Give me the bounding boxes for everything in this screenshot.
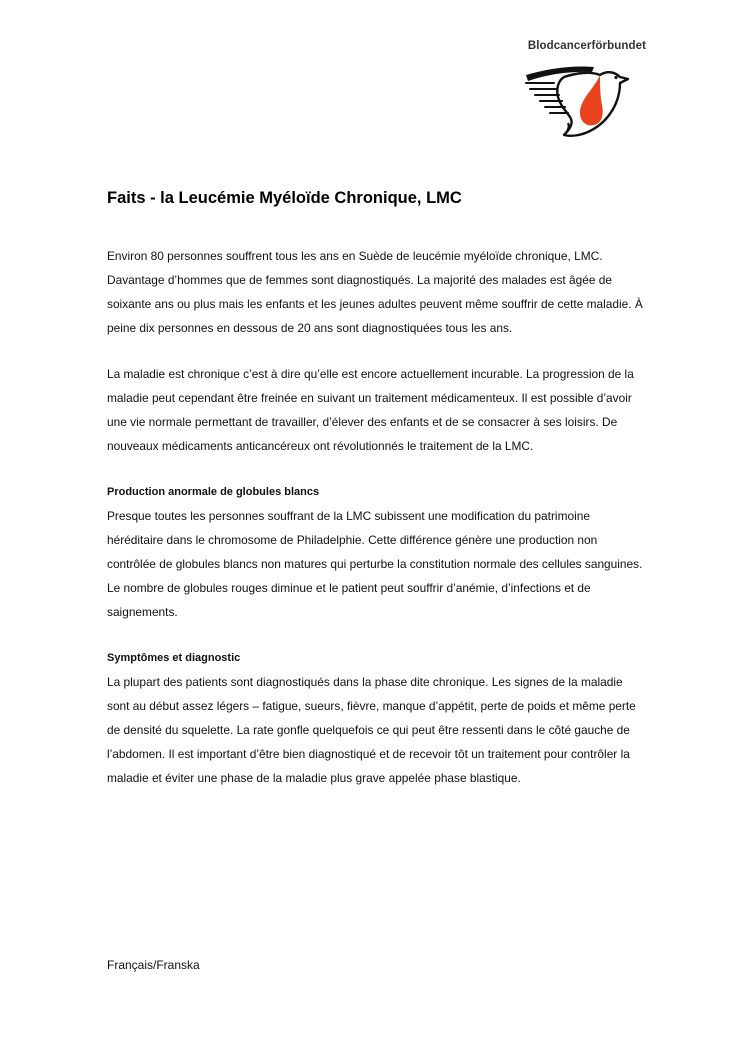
brand-header [470, 40, 646, 52]
section-text-production: Presque toutes les personnes souffrant de la LMC subissent une modification du patrimoine héréditaire dans le chromosome de Philadelphie. Cette différence génère une production non contrôlée de globules blancs non matures qui perturbe la constitution normale des cellules sanguines. Le nombre de globules rouges diminue et le patient peut souffrir d’anémie, d’infections et de saignements. [107, 509, 643, 619]
section-heading-symptoms: Symptômes et diagnostic [107, 652, 241, 664]
language-footer: Français/Franska [107, 958, 200, 972]
section-heading-production: Production anormale de globules blancs [107, 486, 320, 498]
document-body [107, 244, 647, 790]
section-text-symptoms: La plupart des patients sont diagnostiqués dans la phase dite chronique. Les signes de la maladie sont au début assez légers – fatigue, sueurs, fièvre, manque d’appétit, perte de poids et même perte de densité du squelette. La rate gonfle quelquefois ce qui peut être ressenti dans le côté gauche de l’abdomen. Il est important d’être bien diagnostiqué et de recevoir tôt un traitement pour contrôler la maladie et éviter une phase de la maladie plus grave appelée phase blastique. [107, 675, 636, 785]
intro-paragraph: Environ 80 personnes souffrent tous les ans en Suède de leucémie myéloïde chronique, LMC. Davantage d’hommes que de femmes sont diagnostiqués. La majorité des malades est âgée de soixante ans ou plus mais les enfants et les jeunes adultes peuvent même souffrir de cette maladie. À peine dix personnes en dessous de 20 ans sont diagnostiquées tous les ans. [107, 249, 643, 335]
document-title: Faits - la Leucémie Myéloïde Chronique, LMC [107, 189, 462, 207]
chronic-paragraph: La maladie est chronique c’est à dire qu’elle est encore actuellement incurable. La progression de la maladie peut cependant être freinée en suivant un traitement médicamenteux. Il est possible d’avoir une vie normale permettant de travailler, d’élever des enfants et de se consacrer à ses loisirs. De nouveaux médicaments anticancéreux ont révolutionnés le traitement de la LMC. [107, 367, 634, 453]
blood-drop-shape [580, 75, 603, 125]
brand-name: Blodcancerförbundet [527, 40, 646, 52]
dove-with-blood-drop-icon [524, 61, 634, 139]
